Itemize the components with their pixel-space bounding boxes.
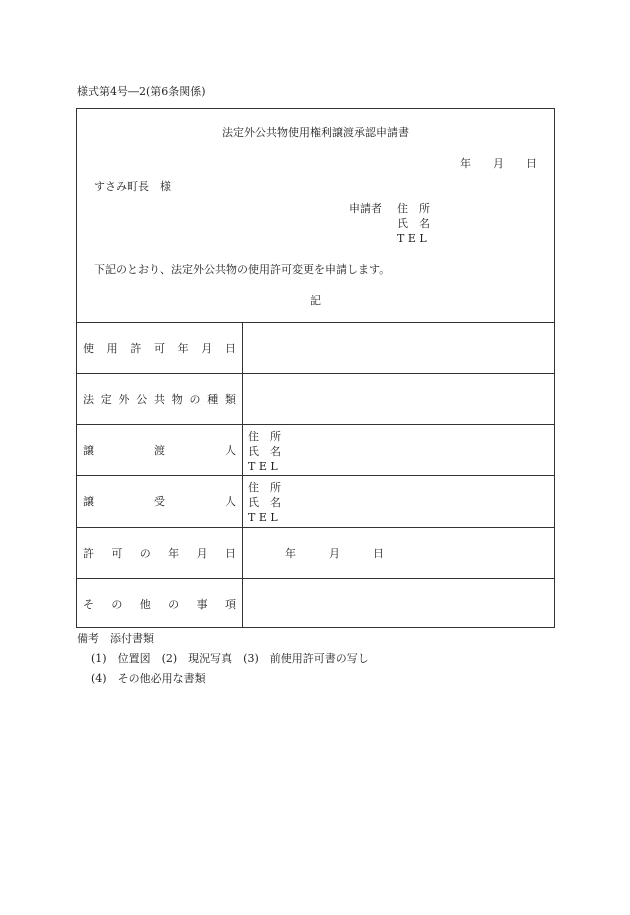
remarks [77,633,369,693]
row-divider [77,424,554,425]
label-char: 譲 [83,495,94,508]
transferee-fields [248,482,281,527]
transferor-fields [248,431,281,476]
row-divider [77,373,554,374]
label-char: 共 [154,393,165,406]
label-char: 月 [196,547,208,560]
applicant-name-label: 氏 名 [397,217,430,230]
label-char: の [168,598,180,611]
body-text: 下記のとおり、法定外公共物の使用許可変更を申請します。 [94,263,391,276]
form-title: 法定外公共物使用権利譲渡承認申請書 [222,126,409,139]
label-char: 人 [225,495,236,508]
label-char: 年 [168,547,180,560]
other-matters-label [83,599,236,610]
label-char: 受 [154,495,165,508]
date-line: 年 月 日 [460,157,537,170]
tel-label: T E L [248,511,278,524]
row-divider [77,578,554,579]
approval-date-label [83,548,236,559]
applicant-label: 申請者 [349,202,382,215]
tel-label: T E L [248,460,278,473]
ki-heading: 記 [310,294,321,307]
addressee: すさみ町長 様 [94,180,171,193]
label-char: 類 [225,393,236,406]
column-divider [242,322,243,628]
label-char: 事 [196,598,208,611]
label-char: そ [83,598,94,611]
attachment-list-1: (1) 位置図 (2) 現況写真 (3) 前使用許可書の写し [91,652,369,665]
label-char: 物 [171,393,183,406]
address-label: 住 所 [248,481,281,494]
label-char: 用 [106,342,118,355]
label-char: 他 [139,598,151,611]
label-char: 日 [224,342,236,355]
label-char: 外 [118,393,130,406]
label-char: 定 [100,393,112,406]
label-char: の [139,547,151,560]
label-char: 許 [130,342,142,355]
form-reference: 様式第4号―2(第6条関係) [77,85,206,98]
label-char: 許 [83,547,94,560]
label-char: 年 [177,342,189,355]
applicant-tel-label: T E L [397,232,427,245]
applicant-address-label: 住 所 [397,202,430,215]
application-form [76,108,555,628]
label-char: 法 [83,393,94,406]
permit-date-label [83,343,236,354]
label-char: 月 [201,342,213,355]
label-char: の [189,393,201,406]
label-char: 譲 [83,444,94,457]
label-char: 公 [136,393,148,406]
label-char: 可 [111,547,123,560]
remarks-heading: 備考 添付書類 [77,632,154,645]
approval-date-value: 年 月 日 [285,547,384,560]
label-char: 渡 [154,444,165,457]
label-char: 項 [224,598,236,611]
row-divider [77,322,554,323]
name-label: 氏 名 [248,445,281,458]
label-char: 可 [153,342,165,355]
transferor-label [83,445,236,456]
label-char: の [111,598,123,611]
label-char: 使 [83,342,94,355]
label-char: 日 [224,547,236,560]
attachment-list-2: (4) その他必用な書類 [91,672,206,685]
label-char: 種 [207,393,219,406]
address-label: 住 所 [248,430,281,443]
row-divider [77,475,554,476]
public-property-type-label [83,394,236,405]
name-label: 氏 名 [248,496,281,509]
transferee-label [83,496,236,507]
row-divider [77,527,554,528]
label-char: 人 [225,444,236,457]
